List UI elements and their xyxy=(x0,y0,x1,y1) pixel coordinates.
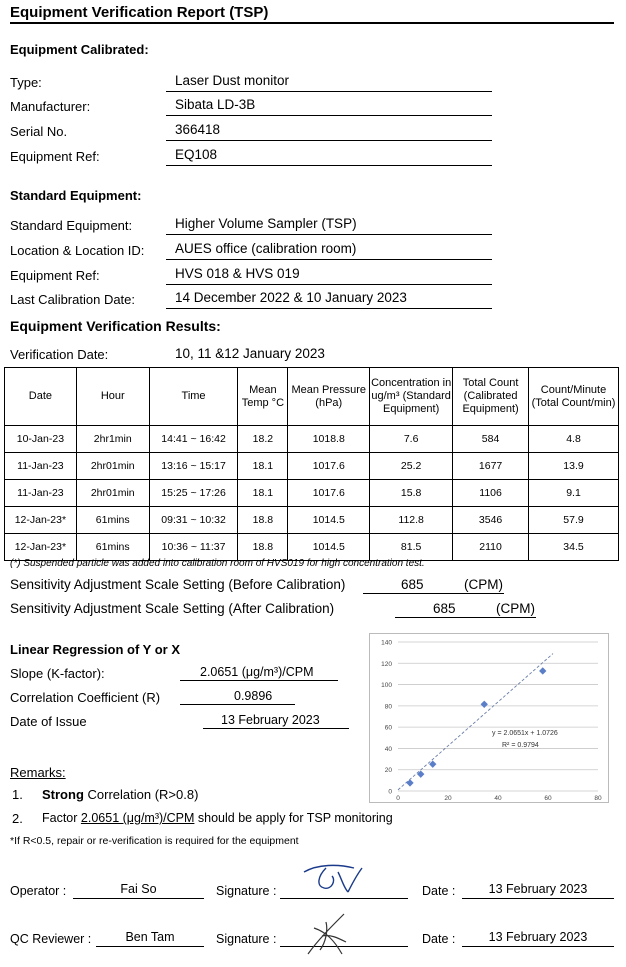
table-header-row xyxy=(5,368,619,426)
col-concentration-header: Concentration in ug/m³ (Standard Equipment) xyxy=(370,368,453,426)
table-cell: 112.8 xyxy=(370,507,453,534)
col-date-header: Date xyxy=(5,368,77,426)
correlation-label: Correlation Coefficient (R) xyxy=(10,690,161,705)
table-cell: 11-Jan-23 xyxy=(5,480,77,507)
manufacturer-value: Sibata LD-3B xyxy=(166,97,492,116)
table-cell: 61mins xyxy=(76,534,149,561)
remark-2-value: 2.0651 (μg/m³)/CPM xyxy=(80,811,195,825)
standard-equipment-label: Standard Equipment: xyxy=(10,218,133,233)
operator-name: Fai So xyxy=(73,882,204,899)
table-cell: 14:41 ~ 16:42 xyxy=(149,426,238,453)
table-row xyxy=(5,507,619,534)
table-cell: 10:36 ~ 11:37 xyxy=(149,534,238,561)
table-cell: 18.8 xyxy=(238,534,288,561)
table-cell: 584 xyxy=(453,426,529,453)
chart-x-tick-label: 60 xyxy=(544,795,552,802)
chart-x-tick-label: 80 xyxy=(594,795,602,802)
chart-x-tick-label: 40 xyxy=(494,795,502,802)
last-calibration-label: Last Calibration Date: xyxy=(10,292,136,307)
reviewer-label: QC Reviewer : xyxy=(10,932,92,946)
slope-value: 2.0651 (μg/m³)/CPM xyxy=(180,665,338,681)
chart-y-tick-label: 40 xyxy=(384,745,392,753)
verification-heading: Equipment Verification Results: xyxy=(10,318,221,334)
operator-signature xyxy=(298,858,368,898)
remark-1-bold: Strong xyxy=(42,787,84,802)
table-cell: 1014.5 xyxy=(288,507,370,534)
chart-data-point xyxy=(481,701,488,708)
operator-date: 13 February 2023 xyxy=(462,882,614,899)
table-cell: 15:25 ~ 17:26 xyxy=(149,480,238,507)
remarks-heading: Remarks: xyxy=(10,765,66,780)
table-cell: 4.8 xyxy=(529,426,619,453)
location-label: Location & Location ID: xyxy=(10,243,145,258)
table-cell: 13:16 ~ 15:17 xyxy=(149,453,238,480)
table-footnote: (*) Suspended particle was added into calibration room of HVS019 for high concentration test. xyxy=(10,558,425,569)
table-cell: 11-Jan-23 xyxy=(5,453,77,480)
chart-y-tick-label: 0 xyxy=(388,788,392,796)
table-cell: 15.8 xyxy=(370,480,453,507)
verification-date-value: 10, 11 &12 January 2023 xyxy=(175,346,325,361)
table-row xyxy=(5,534,619,561)
type-value: Laser Dust monitor xyxy=(166,73,492,92)
table-cell: 34.5 xyxy=(529,534,619,561)
sensitivity-before-value: 685 xyxy=(401,577,424,592)
equipment-ref-label: Equipment Ref: xyxy=(10,149,100,164)
col-pressure-header: Mean Pressure (hPa) xyxy=(288,368,370,426)
sensitivity-after-value: 685 xyxy=(433,601,456,616)
table-cell: 1106 xyxy=(453,480,529,507)
std-equipment-ref-label: Equipment Ref: xyxy=(10,268,100,283)
regression-heading: Linear Regression of Y or X xyxy=(10,642,181,657)
chart-y-tick-label: 20 xyxy=(384,767,392,775)
standard-equipment-value: Higher Volume Sampler (TSP) xyxy=(166,216,492,235)
last-calibration-value: 14 December 2022 & 10 January 2023 xyxy=(166,290,492,309)
regression-chart xyxy=(369,633,609,803)
table-cell: 12-Jan-23* xyxy=(5,507,77,534)
type-label: Type: xyxy=(10,75,42,90)
table-cell: 18.1 xyxy=(238,480,288,507)
chart-y-tick-label: 140 xyxy=(381,639,392,647)
table-cell: 57.9 xyxy=(529,507,619,534)
operator-signature-label: Signature : xyxy=(216,884,277,898)
verification-date-label: Verification Date: xyxy=(10,347,109,362)
chart-x-ticks xyxy=(396,795,602,802)
report-title: Equipment Verification Report (TSP) xyxy=(10,4,269,21)
issue-date-label: Date of Issue xyxy=(10,714,87,729)
table-row xyxy=(5,480,619,507)
sensitivity-after-label: Sensitivity Adjustment Scale Setting (After Calibration) xyxy=(10,601,335,616)
table-cell: 10-Jan-23 xyxy=(5,426,77,453)
reviewer-date: 13 February 2023 xyxy=(462,930,614,947)
chart-y-tick-label: 80 xyxy=(384,703,392,711)
remark-2 xyxy=(42,811,393,825)
table-cell: 2110 xyxy=(453,534,529,561)
col-hour-header: Hour xyxy=(76,368,149,426)
regression-chart-svg xyxy=(370,634,610,804)
title-rule xyxy=(10,22,614,24)
remark-2-post: should be apply for TSP monitoring xyxy=(197,811,393,825)
table-cell: 1017.6 xyxy=(288,480,370,507)
reviewer-name: Ben Tam xyxy=(96,930,204,947)
col-temp-header: Mean Temp °C xyxy=(238,368,288,426)
table-cell: 9.1 xyxy=(529,480,619,507)
location-value: AUES office (calibration room) xyxy=(166,241,492,260)
chart-y-ticks xyxy=(381,640,392,796)
chart-x-tick-label: 0 xyxy=(396,795,400,802)
table-cell: 2hr01min xyxy=(76,453,149,480)
sensitivity-after-line xyxy=(395,601,536,618)
reviewer-signature-label: Signature : xyxy=(216,932,277,946)
sensitivity-after-unit: (CPM) xyxy=(496,601,535,616)
table-cell: 3546 xyxy=(453,507,529,534)
sensitivity-before-unit: (CPM) xyxy=(464,577,503,592)
remark-2-number: 2. xyxy=(12,811,23,826)
standard-equipment-heading: Standard Equipment: xyxy=(10,188,142,203)
table-cell: 7.6 xyxy=(370,426,453,453)
table-row xyxy=(5,426,619,453)
table-cell: 25.2 xyxy=(370,453,453,480)
table-cell: 1017.6 xyxy=(288,453,370,480)
col-count-minute-header: Count/Minute (Total Count/min) xyxy=(529,368,619,426)
reviewer-signature xyxy=(300,906,360,962)
remark-1 xyxy=(42,787,198,802)
col-total-count-header: Total Count (Calibrated Equipment) xyxy=(453,368,529,426)
operator-date-label: Date : xyxy=(422,884,456,898)
chart-gridlines xyxy=(398,642,598,791)
chart-data-point xyxy=(406,779,413,786)
sensitivity-before-label: Sensitivity Adjustment Scale Setting (Before Calibration) xyxy=(10,577,346,592)
sensitivity-before-line xyxy=(363,577,504,594)
operator-label: Operator : xyxy=(10,884,67,898)
remark-2-pre: Factor xyxy=(42,811,78,825)
chart-x-tick-label: 20 xyxy=(444,795,452,802)
slope-label: Slope (K-factor): xyxy=(10,666,105,681)
table-cell: 1014.5 xyxy=(288,534,370,561)
serial-label: Serial No. xyxy=(10,124,68,139)
table-cell: 18.8 xyxy=(238,507,288,534)
table-cell: 61mins xyxy=(76,507,149,534)
table-cell: 09:31 ~ 10:32 xyxy=(149,507,238,534)
remark-1-text: Correlation (R>0.8) xyxy=(87,787,199,802)
remark-note: *If R<0.5, repair or re-verification is required for the equipment xyxy=(10,835,299,847)
manufacturer-label: Manufacturer: xyxy=(10,99,91,114)
equipment-ref-value: EQ108 xyxy=(166,147,492,166)
chart-equation: y = 2.0651x + 1.0726 xyxy=(492,730,558,737)
table-cell: 12-Jan-23* xyxy=(5,534,77,561)
correlation-value: 0.9896 xyxy=(180,689,295,705)
chart-y-tick-label: 120 xyxy=(381,660,392,668)
chart-y-tick-label: 100 xyxy=(381,682,392,690)
table-cell: 2hr01min xyxy=(76,480,149,507)
table-cell: 2hr1min xyxy=(76,426,149,453)
remark-1-number: 1. xyxy=(12,787,23,802)
table-row xyxy=(5,453,619,480)
table-cell: 18.1 xyxy=(238,453,288,480)
table-cell: 18.2 xyxy=(238,426,288,453)
table-cell: 1677 xyxy=(453,453,529,480)
verification-table xyxy=(4,367,619,561)
chart-data-point xyxy=(539,667,546,674)
chart-r2: R² = 0.9794 xyxy=(502,742,539,749)
reviewer-date-label: Date : xyxy=(422,932,456,946)
serial-value: 366418 xyxy=(166,122,492,141)
col-time-header: Time xyxy=(149,368,238,426)
table-cell: 13.9 xyxy=(529,453,619,480)
std-equipment-ref-value: HVS 018 & HVS 019 xyxy=(166,266,492,285)
table-cell: 1018.8 xyxy=(288,426,370,453)
chart-y-tick-label: 60 xyxy=(384,724,392,732)
equipment-calibrated-heading: Equipment Calibrated: xyxy=(10,42,149,57)
table-cell: 81.5 xyxy=(370,534,453,561)
issue-date-value: 13 February 2023 xyxy=(203,713,349,729)
